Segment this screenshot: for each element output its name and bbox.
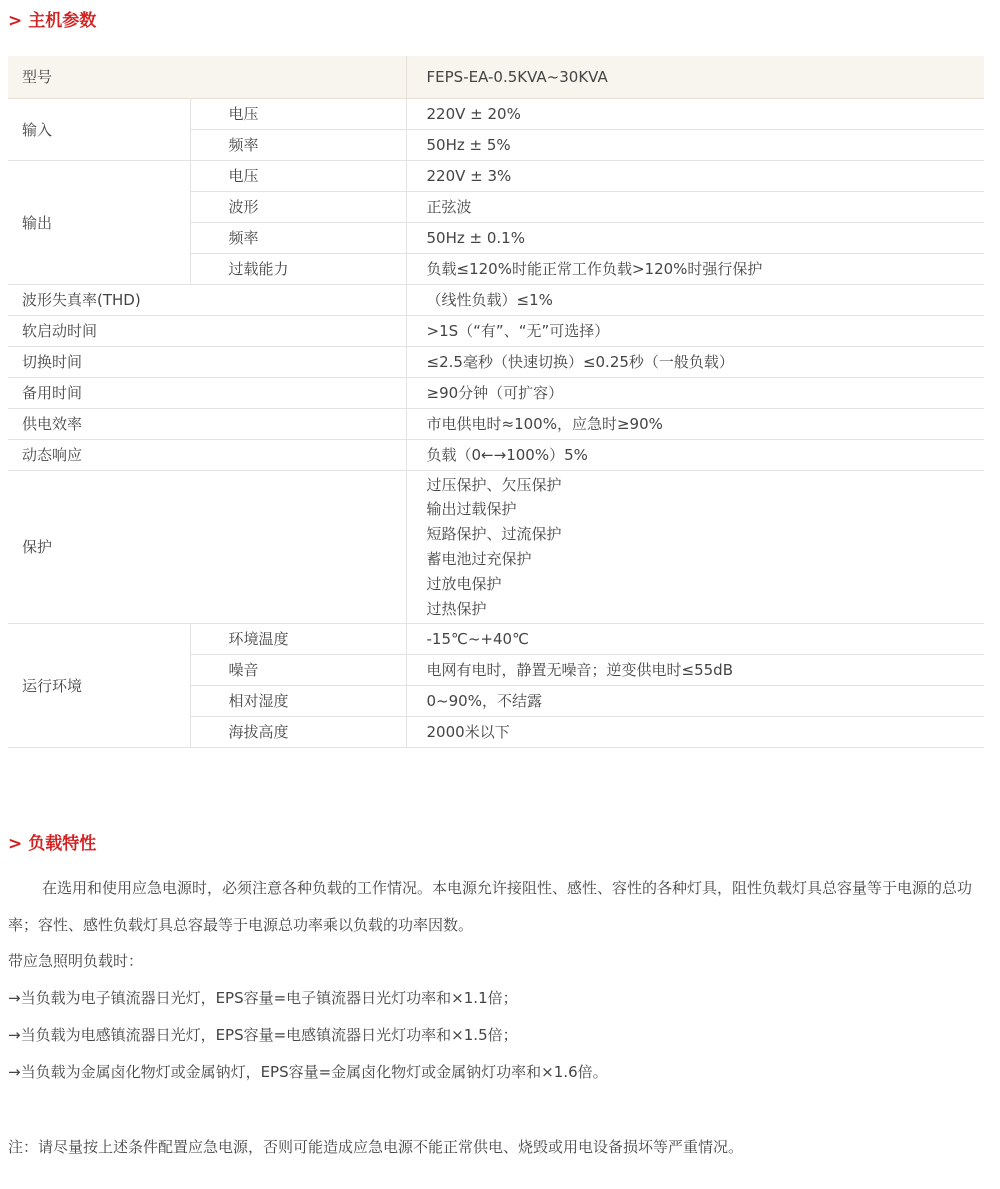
spec-table (8, 56, 984, 748)
row-value: 50Hz ± 5% (406, 130, 984, 161)
row-label: 电压 (190, 161, 406, 192)
row-label: 噪音 (190, 655, 406, 686)
table-row (8, 440, 984, 471)
model-value: FEPS-EA-0.5KVA~30KVA (406, 56, 984, 99)
protection-item: 输出过载保护 (426, 500, 517, 519)
row-label: 切换时间 (8, 347, 406, 378)
load-paragraph: 在选用和使用应急电源时，必须注意各种负载的工作情况。本电源允许接阻性、感性、容性的各种灯具，阻性负载灯具总容量等于电源的总功率；容性、感性负载灯具总容最等于电源总功率乘以负载的功率因数。 (8, 879, 973, 934)
table-row (8, 409, 984, 440)
row-value: （线性负载）≤1% (406, 285, 984, 316)
row-label: 供电效率 (8, 409, 406, 440)
row-value: 220V ± 20% (406, 99, 984, 130)
row-value: -15℃~+40℃ (406, 624, 984, 655)
table-row (8, 347, 984, 378)
model-label: 型号 (8, 56, 406, 99)
table-row (8, 316, 984, 347)
table-row (8, 285, 984, 316)
table-row (8, 161, 984, 192)
row-value: 2000米以下 (406, 717, 984, 748)
row-value: 负载≤120%时能正常工作负载>120%时强行保护 (406, 254, 984, 285)
protection-item: 过压保护、欠压保护 (426, 475, 562, 494)
row-value: 0~90%，不结露 (406, 686, 984, 717)
row-label: 相对湿度 (190, 686, 406, 717)
row-value: 电网有电时，静置无噪音；逆变供电时≤55dB (406, 655, 984, 686)
chevron-right-icon: > (8, 11, 23, 31)
table-row (8, 624, 984, 655)
list-item: →当负载为电子镇流器日光灯，EPS容量=电子镇流器日光灯功率和×1.1倍； (8, 989, 518, 1007)
row-label: 保护 (8, 471, 406, 624)
load-intro: 带应急照明负载时： (8, 952, 144, 970)
row-value: ≤2.5毫秒（快速切换）≤0.25秒（一般负载） (406, 347, 984, 378)
protection-item: 过放电保护 (426, 574, 502, 593)
section-title-host-params (8, 9, 96, 33)
row-label: 频率 (190, 130, 406, 161)
row-label: 电压 (190, 99, 406, 130)
row-value: 220V ± 3% (406, 161, 984, 192)
list-item: →当负载为电感镇流器日光灯，EPS容量=电感镇流器日光灯功率和×1.5倍； (8, 1026, 518, 1044)
protection-item: 蓄电池过充保护 (426, 550, 532, 568)
row-label: 波形失真率(THD) (8, 285, 406, 316)
note-text: 注：请尽量按上述条件配置应急电源，否则可能造成应急电源不能正常供电、烧毁或用电设备损坏等严重情况。 (8, 1138, 744, 1156)
row-label: 环境温度 (190, 624, 406, 655)
table-row-protection (8, 471, 984, 624)
section-title-text: 主机参数 (28, 11, 97, 31)
table-row (8, 378, 984, 409)
protection-list (406, 471, 984, 624)
row-label: 软启动时间 (8, 316, 406, 347)
chevron-right-icon: > (8, 834, 23, 854)
row-label: 频率 (190, 223, 406, 254)
row-value: 正弦波 (406, 192, 984, 223)
row-value: 负载（0←→100%）5% (406, 440, 984, 471)
table-header-row (8, 56, 984, 99)
group-label-output: 输出 (8, 161, 190, 285)
section-title-text: 负载特性 (28, 834, 97, 854)
protection-item: 短路保护、过流保护 (426, 525, 562, 544)
row-label: 海拔高度 (190, 717, 406, 748)
list-item: →当负载为金属卤化物灯或金属钠灯，EPS容量=金属卤化物灯或金属钠灯功率和×1.6倍。 (8, 1063, 608, 1081)
group-label-input: 输入 (8, 99, 190, 161)
group-label-environment: 运行环境 (8, 624, 190, 748)
row-label: 过载能力 (190, 254, 406, 285)
row-label: 备用时间 (8, 378, 406, 409)
protection-item: 过热保护 (426, 599, 487, 618)
row-value: 市电供电时≈100%，应急时≥90% (406, 409, 984, 440)
section-title-load-characteristics (8, 832, 96, 856)
row-label: 波形 (190, 192, 406, 223)
row-value: >1S（“有”、“无”可选择） (406, 316, 984, 347)
row-label: 动态响应 (8, 440, 406, 471)
row-value: ≥90分钟（可扩容） (406, 378, 984, 409)
table-row (8, 99, 984, 130)
row-value: 50Hz ± 0.1% (406, 223, 984, 254)
